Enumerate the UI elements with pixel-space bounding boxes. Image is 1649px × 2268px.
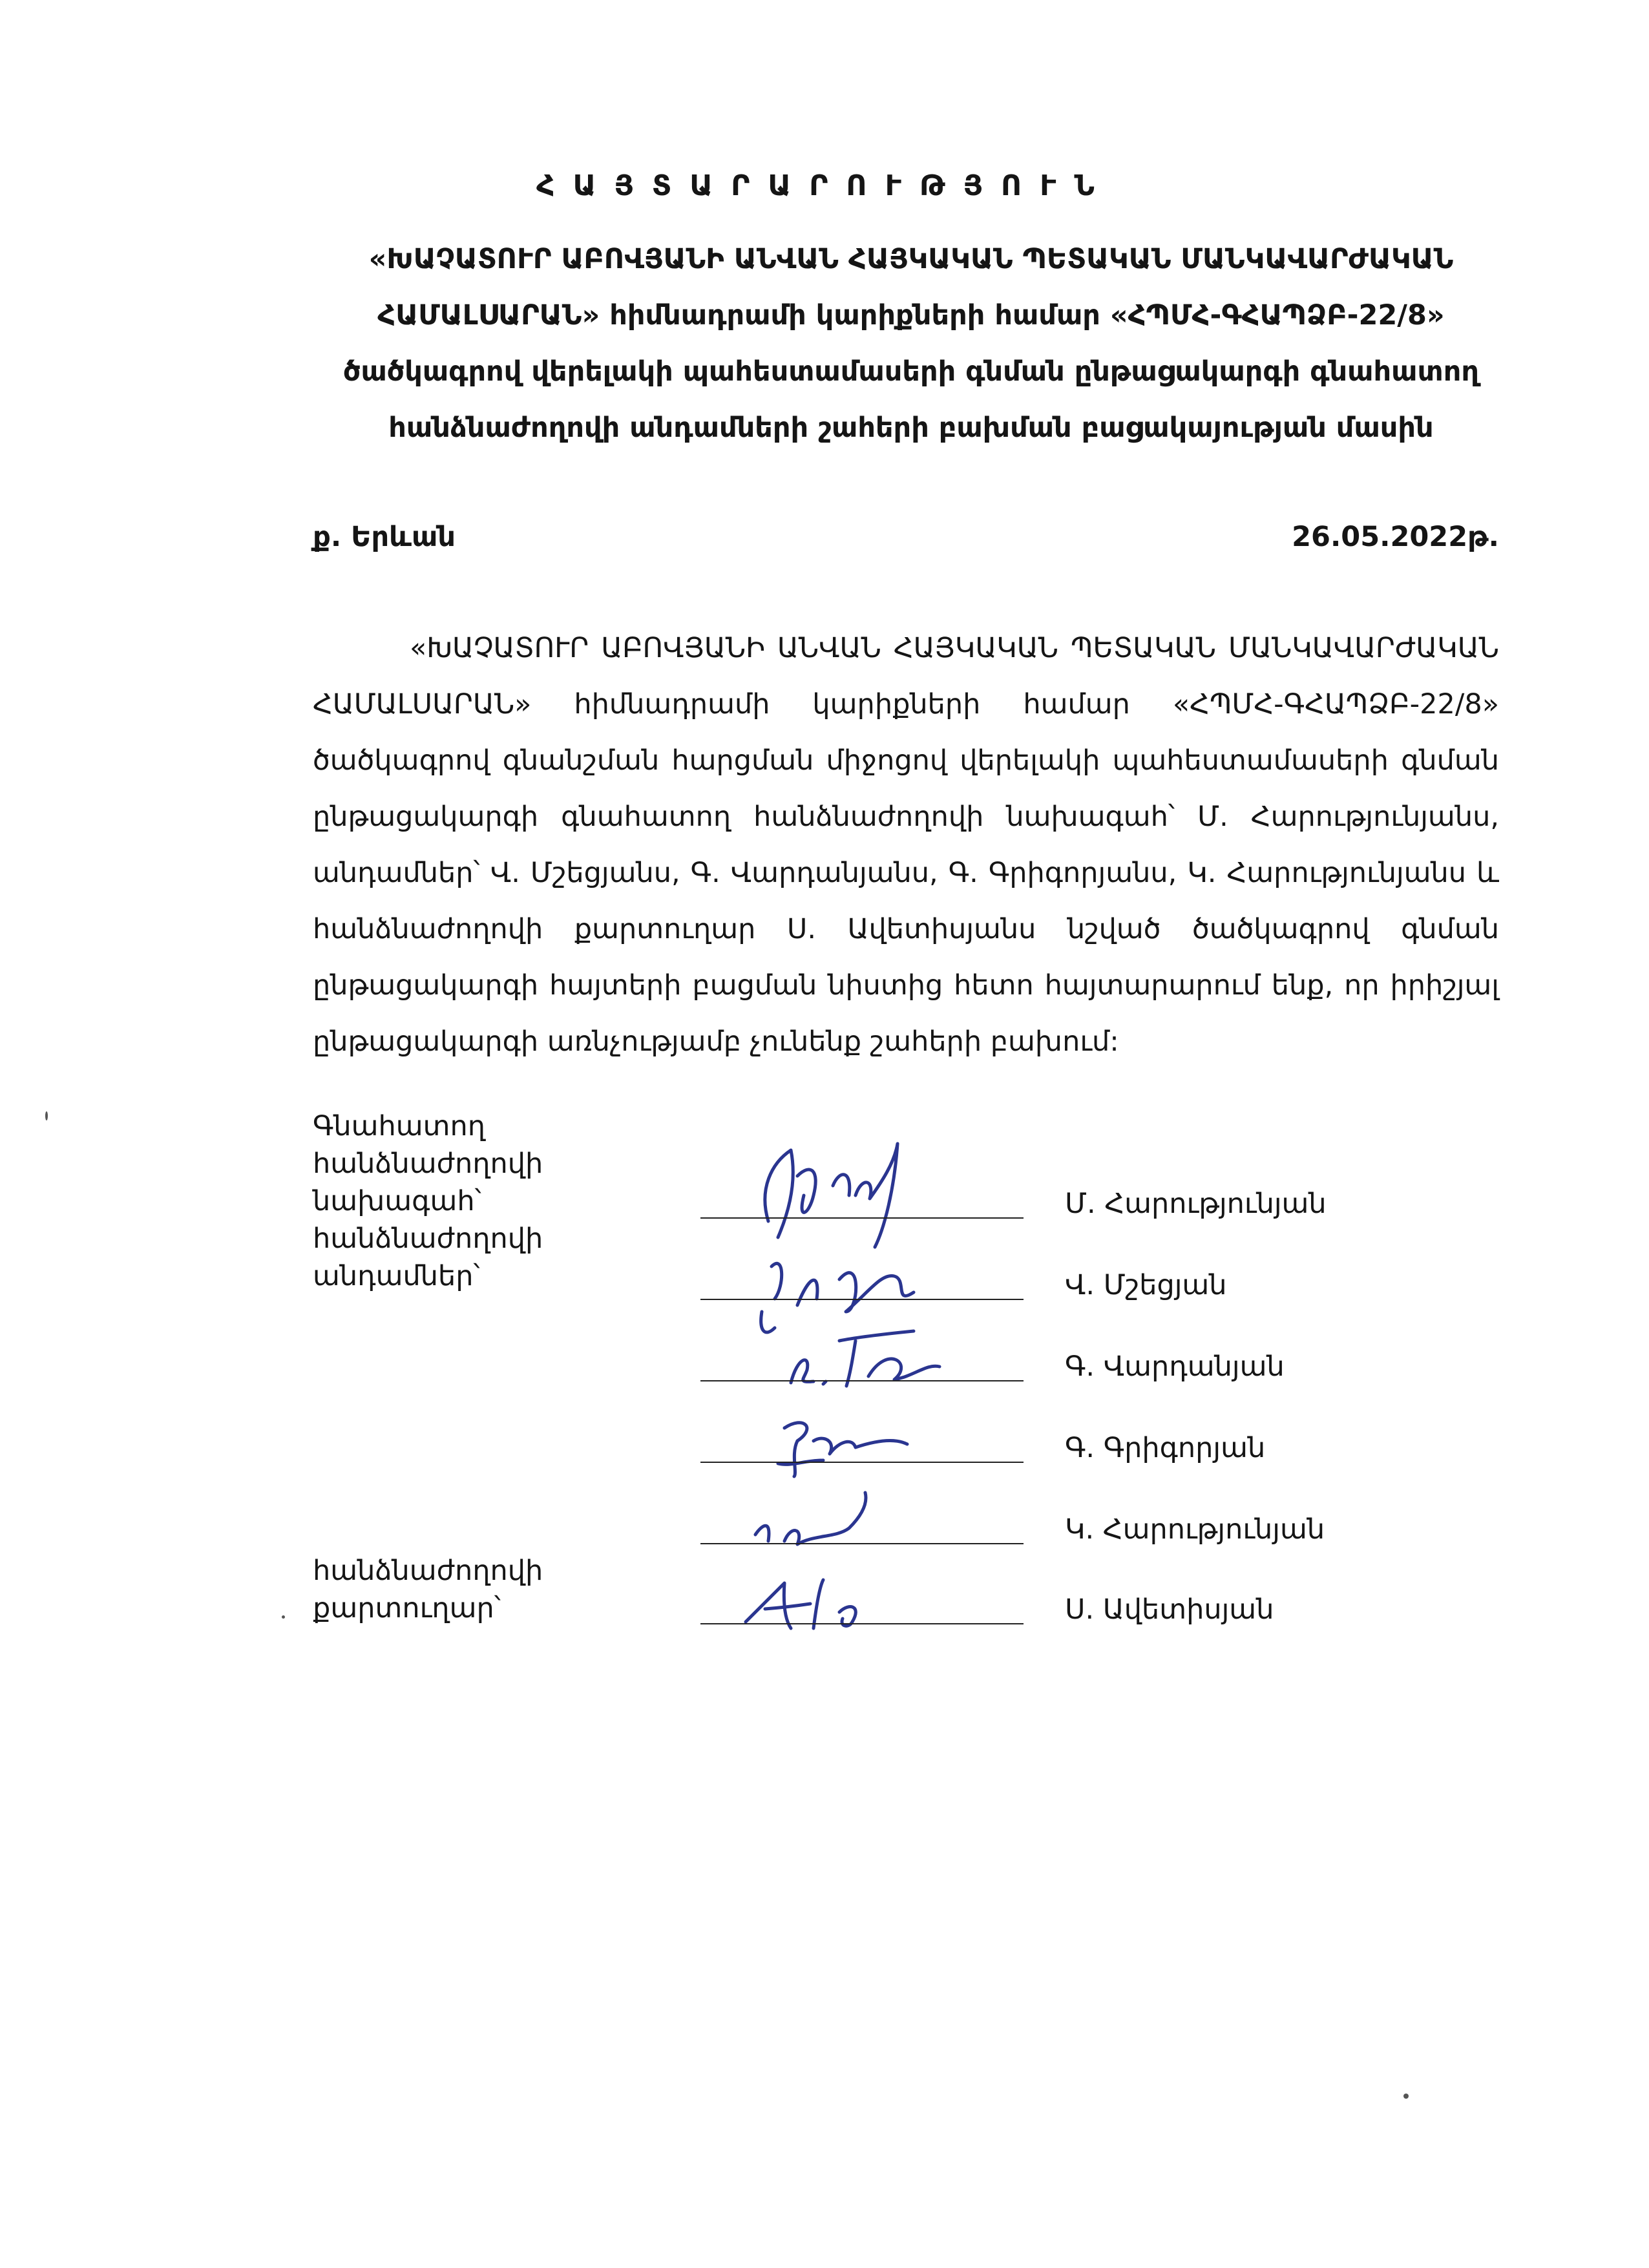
document-title: ՀԱՅՏԱՐԱՐՈՒԹՅՈՒՆ bbox=[536, 169, 1113, 202]
signatory-name: Գ. Վարդանյան bbox=[1065, 1350, 1285, 1383]
subtitle-line: ՀԱՄԱԼՍԱՐԱՆ» հիմնադրամի կարիքների համար «ՀՊՄՀ-ԳՀԱՊՁԲ-22/8» bbox=[377, 299, 1445, 331]
role-line: հանձնաժողովի bbox=[313, 1555, 543, 1587]
role-line: հանձնաժողովի bbox=[313, 1223, 543, 1255]
signatory-name: Կ. Հարությունյան bbox=[1065, 1513, 1325, 1546]
signature-6 bbox=[700, 1557, 1024, 1648]
scan-speck bbox=[1403, 2094, 1409, 2099]
scan-speck bbox=[45, 1111, 48, 1120]
role-line: Գնահատող bbox=[313, 1110, 486, 1142]
signature-3 bbox=[700, 1305, 1024, 1409]
signature-line bbox=[700, 1543, 1024, 1544]
signature-line bbox=[700, 1623, 1024, 1624]
subtitle-line: «ԽԱՉԱՏՈՒՐ ԱԲՈՎՅԱՆԻ ԱՆՎԱՆ ՀԱՅԿԱԿԱՆ ՊԵՏԱԿԱՆ ՄԱՆԿԱՎԱՐԺԱԿԱՆ bbox=[368, 243, 1454, 275]
scan-speck bbox=[282, 1615, 285, 1619]
role-line: նախագահ՝ bbox=[313, 1185, 481, 1217]
document-body: «ԽԱՉԱՏՈՒՐ ԱԲՈՎՅԱՆԻ ԱՆՎԱՆ ՀԱՅԿԱԿԱՆ ՊԵՏԱԿԱՆ ՄԱՆԿԱՎԱՐԺԱԿԱՆ ՀԱՄԱԼՍԱՐԱՆ» հիմնադրամի կարիքների համար «ՀՊՄՀ-ԳՀԱՊՁԲ-22/8» ծածկագրով գնանշման հարցման միջոցով վերելակի պահեստամասերի գնման ընթացակարգի գնահատող հանձնաժողովի նախագահ՝ Մ. Հարությունյանս, անդամներ՝ Վ. Մշեցյանս, Գ. Վարդանյանս, Գ. Գրիգորյանս, Կ. Հարությունյանս և հանձնաժողովի քարտուղար Ս. Ավետիսյանս նշված ծածկագրով գնման ընթացակարգի հայտերի բացման նիստից հետո հայտարարում ենք, որ իրիշյալ ընթացակարգի առնչությամբ չունենք շահերի բախում: bbox=[313, 632, 1499, 1058]
signatory-name: Ս. Ավետիսյան bbox=[1065, 1593, 1274, 1626]
signature-line bbox=[700, 1380, 1024, 1381]
signatory-name: Վ. Մշեցյան bbox=[1065, 1269, 1227, 1301]
signature-line bbox=[700, 1462, 1024, 1463]
subtitle-line: ծածկագրով վերելակի պահեստամասերի գնման ընթացակարգի գնահատող bbox=[343, 355, 1479, 388]
signature-4 bbox=[700, 1402, 1024, 1486]
signature-line bbox=[700, 1299, 1024, 1300]
signatory-name: Մ. Հարությունյան bbox=[1065, 1188, 1327, 1220]
role-line: քարտուղար՝ bbox=[313, 1592, 501, 1624]
role-line: անդամներ՝ bbox=[313, 1260, 480, 1292]
role-members bbox=[313, 1220, 543, 1295]
subtitle-line: հանձնաժողովի անդամների շահերի բախման բացակայության մասին bbox=[388, 412, 1434, 444]
role-line: հանձնաժողովի bbox=[313, 1148, 543, 1180]
document-date: 26.05.2022թ. bbox=[1292, 521, 1499, 553]
role-secretary bbox=[313, 1552, 543, 1627]
role-chair bbox=[313, 1108, 543, 1220]
signatory-name: Գ. Գրիգորյան bbox=[1065, 1432, 1266, 1464]
document-place: ք. Երևան bbox=[313, 521, 456, 553]
document-subtitle bbox=[304, 231, 1518, 456]
signature-5 bbox=[700, 1480, 1024, 1564]
